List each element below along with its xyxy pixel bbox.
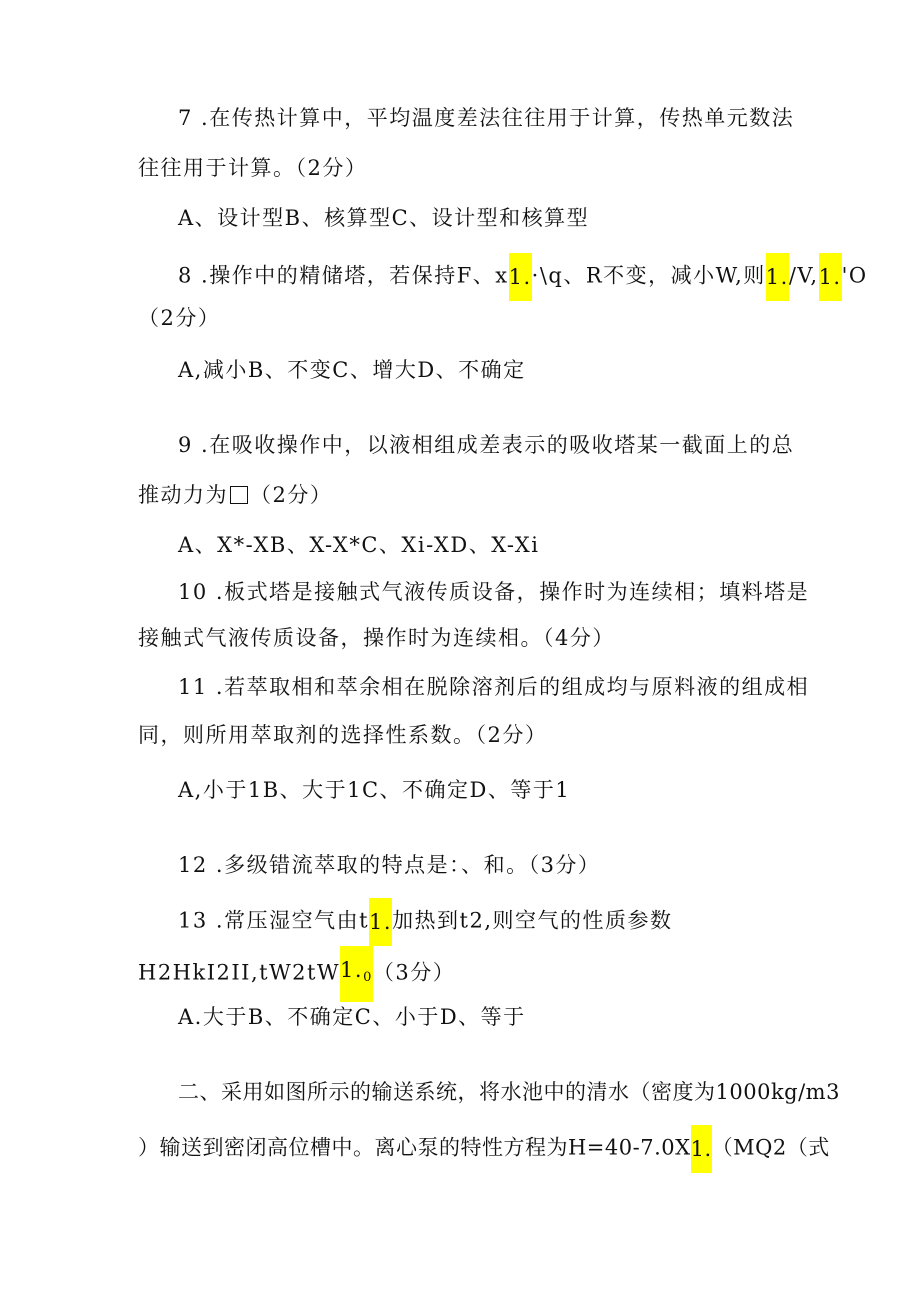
q8-text-1: 8 .操作中的精储塔，若保持F、x	[178, 263, 509, 288]
q8-highlight-3: 1.	[819, 253, 842, 301]
q8-highlight-2: 1.	[766, 253, 789, 301]
q13-highlight-2-text: 1.	[340, 958, 364, 982]
sec2-highlight: 1.	[691, 1125, 712, 1173]
q8-text-2: ·\q、R不变，减小W,则	[531, 263, 766, 288]
sec2-text-1: ）输送到密闭高位槽中。离心泵的特性方程为H=40-7.0X	[138, 1135, 691, 1160]
q13-line1	[178, 898, 673, 946]
q11-line2: 同，则所用萃取剂的选择性系数。（2分）	[138, 723, 548, 747]
q11-line1: 11 .若萃取相和萃余相在脱除溶剂后的组成均与原料液的组成相	[178, 675, 810, 699]
q13-line2-text: H2HkI2II,tW2tW	[138, 960, 341, 985]
sec2-text-2: （MQ2（式	[711, 1135, 830, 1160]
q13-options: A.大于B、不确定C、小于D、等于	[178, 1005, 526, 1029]
sec2-line1: 二、采用如图所示的输送系统，将水池中的清水（密度为1000kg/m3	[178, 1080, 840, 1104]
q10-line1: 10 .板式塔是接触式气液传质设备，操作时为连续相；填料塔是	[178, 580, 810, 604]
q9-line2	[138, 480, 332, 510]
q9-line2-end: （2分）	[250, 483, 333, 507]
q13-line2-end: （3分）	[372, 960, 456, 985]
q7-line2: 往往用于计算。（2分）	[138, 156, 368, 180]
sec2-line2	[138, 1125, 830, 1173]
q13-subscript: 0	[363, 970, 373, 985]
q8-text-4: 'O	[841, 263, 868, 288]
q8-text-3: /V,	[788, 263, 819, 288]
q8-highlight-1: 1.	[509, 253, 532, 301]
q7-line1: 7 .在传热计算中，平均温度差法往往用于计算，传热单元数法	[178, 106, 795, 130]
q12-line1: 12 .多级错流萃取的特点是：、和。（3分）	[178, 853, 601, 877]
blank-box-icon	[230, 486, 248, 504]
q8-options: A,减小B、不变C、增大D、不确定	[178, 358, 526, 382]
q9-line2-text: 推动力为	[138, 483, 228, 507]
q10-line2: 接触式气液传质设备，操作时为连续相。（4分）	[138, 626, 615, 650]
q13-line2	[138, 946, 455, 1002]
q9-options: A、X*-XB、X-X*C、Xi-XD、X-Xi	[178, 533, 540, 557]
q8-line1	[178, 253, 868, 301]
q8-line2: （2分）	[138, 306, 221, 330]
q13-text-1: 13 .常压湿空气由t	[178, 908, 370, 933]
q13-highlight-1: 1.	[369, 898, 392, 946]
q13-highlight-2	[340, 946, 373, 1002]
q11-options: A,小于1B、大于1C、不确定D、等于1	[178, 778, 571, 802]
q9-line1: 9 .在吸收操作中，以液相组成差表示的吸收塔某一截面上的总	[178, 433, 795, 457]
q7-options: A、设计型B、核算型C、设计型和核算型	[178, 206, 590, 230]
q13-text-2: 加热到t2,则空气的性质参数	[392, 908, 673, 933]
